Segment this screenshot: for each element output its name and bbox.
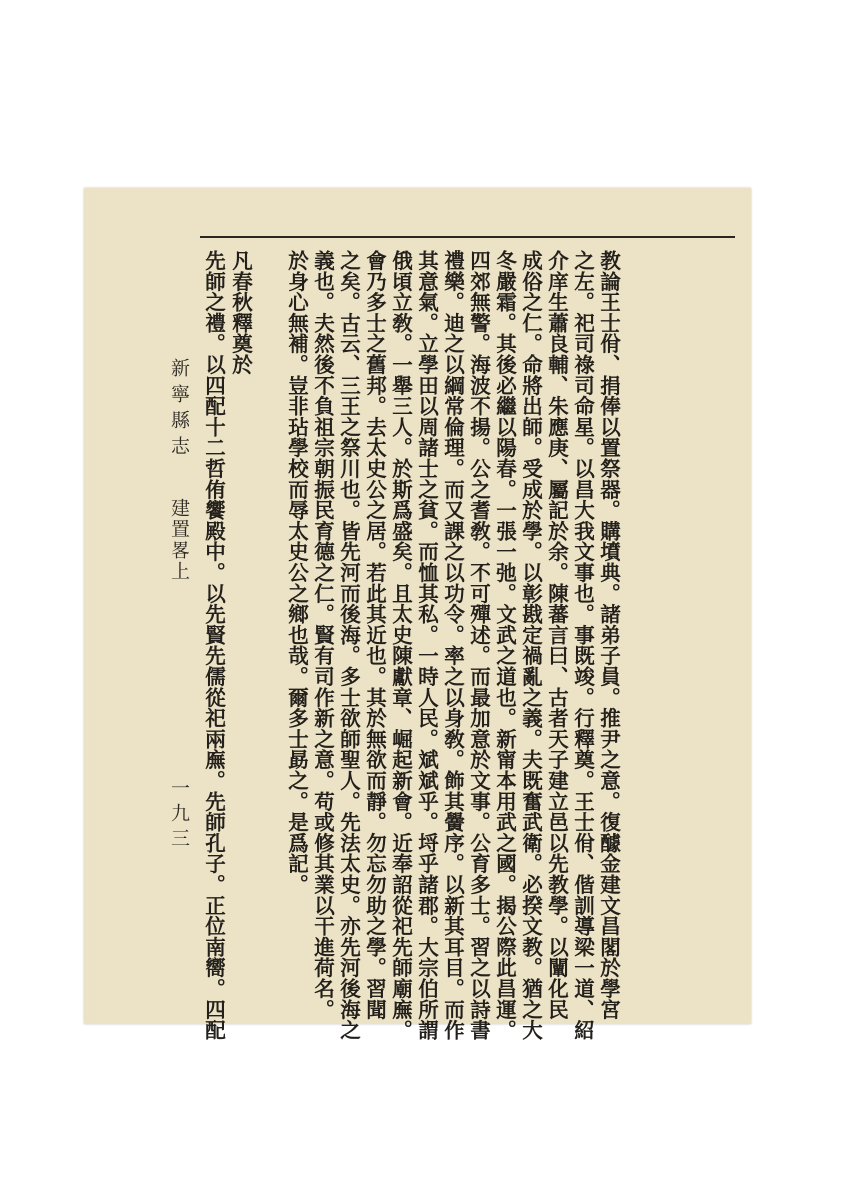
page-number: 一九三 <box>168 778 190 853</box>
text-column-15: 先師之禮。以四配十二哲侑饗殿中。以先賢先儒從祀兩廡。先師孔子。正位南嚮。四配 <box>201 250 226 1041</box>
text-column-4: 成俗之仁。命將出師。受成於學。以彰戡定禍亂之義。夫既奮武衛。必揆文教。猶之大 <box>518 250 543 1041</box>
text-column-2: 之左。祀司祿司命星。以昌大我文事也。事既竣。行釋奠。王士佾、偕訓導梁一道、紹 <box>570 250 595 1041</box>
text-column-13: 於身心無補。豈非玷學校而辱太史公之鄉也哉。爾多士勗之。是爲記。 <box>284 250 309 895</box>
text-column-6: 四郊無警。海波不揚。公之耆敎。不可殫述。而最加意於文事。公育多士。習之以詩書 <box>466 250 491 1041</box>
text-column-7: 禮樂。迪之以綱常倫理。而又課之以功令。率之以身敎。飾其黌序。以新其耳目。而作 <box>440 250 465 1041</box>
text-column-14: 凡春秋釋奠於 <box>228 250 253 375</box>
text-column-10: 會乃多士之舊邦。去太史公之居。若此其近也。其於無欲而靜。勿忘勿助之學。習聞 <box>362 250 387 1020</box>
text-column-5: 冬嚴霜。其後必繼以陽春。一張一弛。文武之道也。新甯本用武之國。揭公際此昌運。 <box>492 250 517 1041</box>
text-column-1: 教論王士佾、捐俸以置祭器。購墳典。諸弟子員。推尹之意。復醵金建文昌閣於學宮 <box>596 250 621 1020</box>
running-head-title: 新寧縣志 <box>168 358 190 462</box>
text-column-9: 俄頃立敎。一舉三人。於斯爲盛矣。且太史陳獻章、崛起新會。近奉詔從祀先師廟廡。 <box>388 250 413 1041</box>
text-column-12: 義也。夫然後不負祖宗朝振民育德之仁。賢有司作新之意。苟或修其業以干進荷名。 <box>310 250 335 1020</box>
top-rule <box>200 236 735 238</box>
text-column-11: 之矣。古云、三王之祭川也。皆先河而後海。多士欲師聖人。先法太史。亦先河後海之 <box>336 250 361 1041</box>
text-column-3: 介庠生蕭良輔、朱應庚、屬記於余。陳蕃言曰、古者天子建立邑以先教學。以闡化民 <box>544 250 569 1020</box>
running-head-section: 建置畧上 <box>168 498 190 582</box>
text-column-8: 其意氣。立學田以周諸士之貧。而恤其私。一時人民。斌斌乎。埒乎諸郡。大宗伯所謂 <box>414 250 439 1041</box>
